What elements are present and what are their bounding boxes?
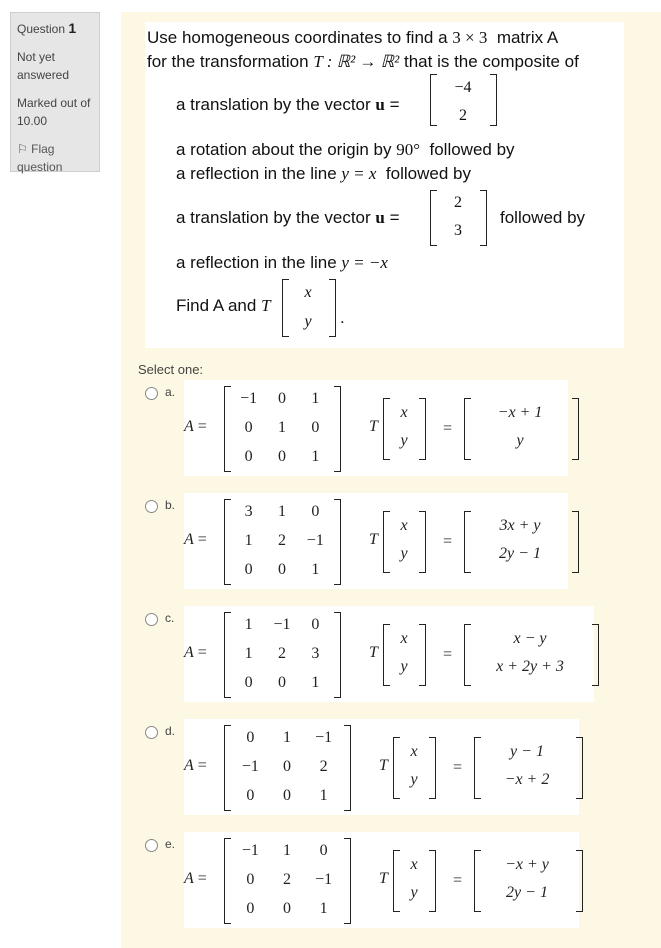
bracket-right — [576, 850, 583, 912]
bracket-right — [490, 74, 497, 126]
result-entry: y − 1 — [510, 743, 544, 760]
result-entry: 2y − 1 — [506, 884, 548, 901]
option-radio[interactable] — [145, 839, 158, 852]
matrix-entry: 0 — [311, 503, 320, 520]
result-entry: −x + 1 — [497, 404, 543, 421]
matrix-entry: −1 — [273, 616, 291, 633]
bracket-left — [282, 279, 289, 337]
matrix-entry: 1 — [311, 390, 320, 407]
option-box[interactable] — [184, 606, 594, 702]
result-entry: x − y — [513, 630, 547, 647]
matrix-entry: 0 — [244, 419, 253, 436]
vector-entry: y — [410, 771, 418, 788]
question-line-2: for the transformation T : ℝ² → ℝ² that is the composite of — [147, 52, 579, 71]
matrix-entry: 1 — [319, 900, 328, 917]
bracket-right — [592, 624, 599, 686]
vector-entry: y — [304, 313, 312, 330]
matrix-entry: 3 — [244, 503, 253, 520]
vector-entry: x — [400, 630, 408, 647]
question-number: Question 1 — [17, 20, 77, 36]
flag-icon: ⚐ — [17, 142, 28, 156]
matrix-label: A = — [184, 644, 207, 661]
matrix-entry: 1 — [277, 419, 286, 436]
find-text: Find A and T — [176, 296, 271, 315]
matrix-entry: 0 — [282, 758, 291, 775]
matrix-entry: 2 — [277, 532, 286, 549]
bracket-right — [480, 190, 487, 246]
result-entry: −x + y — [505, 856, 549, 873]
matrix-entry: −1 — [241, 758, 259, 775]
vector-entry: −4 — [454, 79, 472, 96]
bracket-right — [344, 725, 351, 811]
bracket-left — [224, 838, 231, 924]
option-box[interactable] — [184, 380, 568, 476]
bracket-right — [344, 838, 351, 924]
matrix-entry: 1 — [311, 561, 320, 578]
matrix-entry: 3 — [311, 645, 320, 662]
result-entry: y — [516, 432, 524, 449]
matrix-entry: −1 — [241, 842, 259, 859]
matrix-entry: −1 — [240, 390, 258, 407]
vector-entry: x — [400, 404, 408, 421]
result-entry: −x + 2 — [504, 771, 550, 788]
vector-entry: y — [400, 432, 408, 449]
bracket-right — [572, 511, 579, 573]
bracket-left — [430, 74, 437, 126]
vector-entry: x — [410, 743, 418, 760]
option-box[interactable] — [184, 832, 579, 928]
matrix-entry: 0 — [282, 900, 291, 917]
matrix-entry: 1 — [277, 503, 286, 520]
bracket-left — [430, 190, 437, 246]
matrix-entry: 2 — [282, 871, 291, 888]
option-box[interactable] — [184, 493, 568, 589]
period: . — [340, 308, 345, 327]
bracket-left — [224, 386, 231, 472]
result-entry: x + 2y + 3 — [496, 658, 564, 675]
equals-sign: = — [443, 420, 453, 437]
option-radio[interactable] — [145, 387, 158, 400]
matrix-entry: 2 — [277, 645, 286, 662]
result-entry: 2y − 1 — [499, 545, 541, 562]
matrix-entry: 0 — [319, 842, 328, 859]
matrix-entry: 0 — [244, 561, 253, 578]
equals-sign: = — [453, 759, 463, 776]
option-radio[interactable] — [145, 613, 158, 626]
bracket-right — [334, 386, 341, 472]
question-status: Not yet answered — [17, 50, 70, 82]
T-label: T — [379, 757, 388, 774]
bracket-right — [334, 612, 341, 698]
question-text — [145, 22, 624, 348]
matrix-label: A = — [184, 418, 207, 435]
option-letter: b. — [165, 498, 176, 512]
reflection-2-text: a reflection in the line y = −x — [176, 253, 388, 272]
vector-entry: x — [304, 284, 312, 301]
question-info-panel — [10, 12, 100, 172]
option-letter: d. — [165, 724, 176, 738]
vector-entry: y — [400, 545, 408, 562]
select-one-label: Select one: — [138, 362, 204, 377]
option-letter: a. — [165, 385, 176, 399]
vector-entry: x — [410, 856, 418, 873]
bracket-right — [429, 850, 436, 912]
equals-sign: = — [443, 646, 453, 663]
vector-entry: 2 — [454, 194, 462, 211]
bracket-right — [419, 511, 426, 573]
equals-sign: = — [443, 533, 453, 550]
question-line-1: Use homogeneous coordinates to find a 3 × 3 matrix A — [147, 28, 559, 47]
bracket-right — [329, 279, 336, 337]
option-letter: e. — [165, 837, 176, 851]
matrix-entry: 0 — [311, 616, 320, 633]
matrix-entry: 0 — [277, 448, 286, 465]
bracket-right — [572, 398, 579, 460]
reflection-1-text: a reflection in the line y = x followed by — [176, 164, 471, 183]
matrix-label: A = — [184, 870, 207, 887]
matrix-entry: 0 — [244, 674, 253, 691]
bracket-right — [576, 737, 583, 799]
equals-sign: = — [453, 872, 463, 889]
matrix-entry: 0 — [246, 900, 255, 917]
matrix-entry: 1 — [244, 616, 253, 633]
matrix-label: A = — [184, 757, 207, 774]
bracket-left — [224, 612, 231, 698]
matrix-entry: 0 — [282, 787, 291, 804]
option-box[interactable] — [184, 719, 579, 815]
T-label: T — [369, 644, 378, 661]
rotation-text: a rotation about the origin by 90° followed by — [176, 140, 515, 159]
matrix-entry: 2 — [319, 758, 328, 775]
bracket-right — [429, 737, 436, 799]
matrix-entry: 1 — [311, 448, 320, 465]
matrix-entry: 1 — [282, 729, 291, 746]
matrix-entry: 0 — [246, 787, 255, 804]
matrix-entry: 0 — [311, 419, 320, 436]
bracket-right — [419, 624, 426, 686]
vector-entry: x — [400, 517, 408, 534]
bracket-left — [224, 499, 231, 585]
option-letter: c. — [165, 611, 175, 625]
bracket-right — [334, 499, 341, 585]
matrix-entry: 0 — [244, 448, 253, 465]
T-label: T — [369, 531, 378, 548]
flag-question-link[interactable]: ⚐ Flag question — [17, 142, 63, 174]
result-entry: 3x + y — [499, 517, 541, 534]
matrix-entry: 0 — [277, 390, 286, 407]
vector-entry: y — [410, 884, 418, 901]
vector-entry: 3 — [454, 222, 462, 239]
bracket-left — [224, 725, 231, 811]
option-radio[interactable] — [145, 500, 158, 513]
option-radio[interactable] — [145, 726, 158, 739]
matrix-entry: 1 — [311, 674, 320, 691]
matrix-entry: 1 — [319, 787, 328, 804]
matrix-entry: 0 — [277, 561, 286, 578]
followed-by-text: followed by — [500, 208, 586, 227]
matrix-entry: 1 — [244, 645, 253, 662]
matrix-entry: 1 — [244, 532, 253, 549]
vector-entry: y — [400, 658, 408, 675]
bracket-right — [419, 398, 426, 460]
matrix-entry: 0 — [246, 871, 255, 888]
matrix-entry: −1 — [306, 532, 324, 549]
matrix-entry: 0 — [246, 729, 255, 746]
question-marks: Marked out of 10.00 — [17, 96, 91, 128]
question-content — [121, 12, 661, 948]
matrix-entry: 0 — [277, 674, 286, 691]
translation-1-text: a translation by the vector u = — [176, 95, 400, 114]
translation-2-text: a translation by the vector u = — [176, 208, 400, 227]
matrix-entry: −1 — [315, 729, 333, 746]
T-label: T — [379, 870, 388, 887]
matrix-label: A = — [184, 531, 207, 548]
vector-entry: 2 — [459, 107, 467, 124]
T-label: T — [369, 418, 378, 435]
matrix-entry: 1 — [282, 842, 291, 859]
matrix-entry: −1 — [315, 871, 333, 888]
